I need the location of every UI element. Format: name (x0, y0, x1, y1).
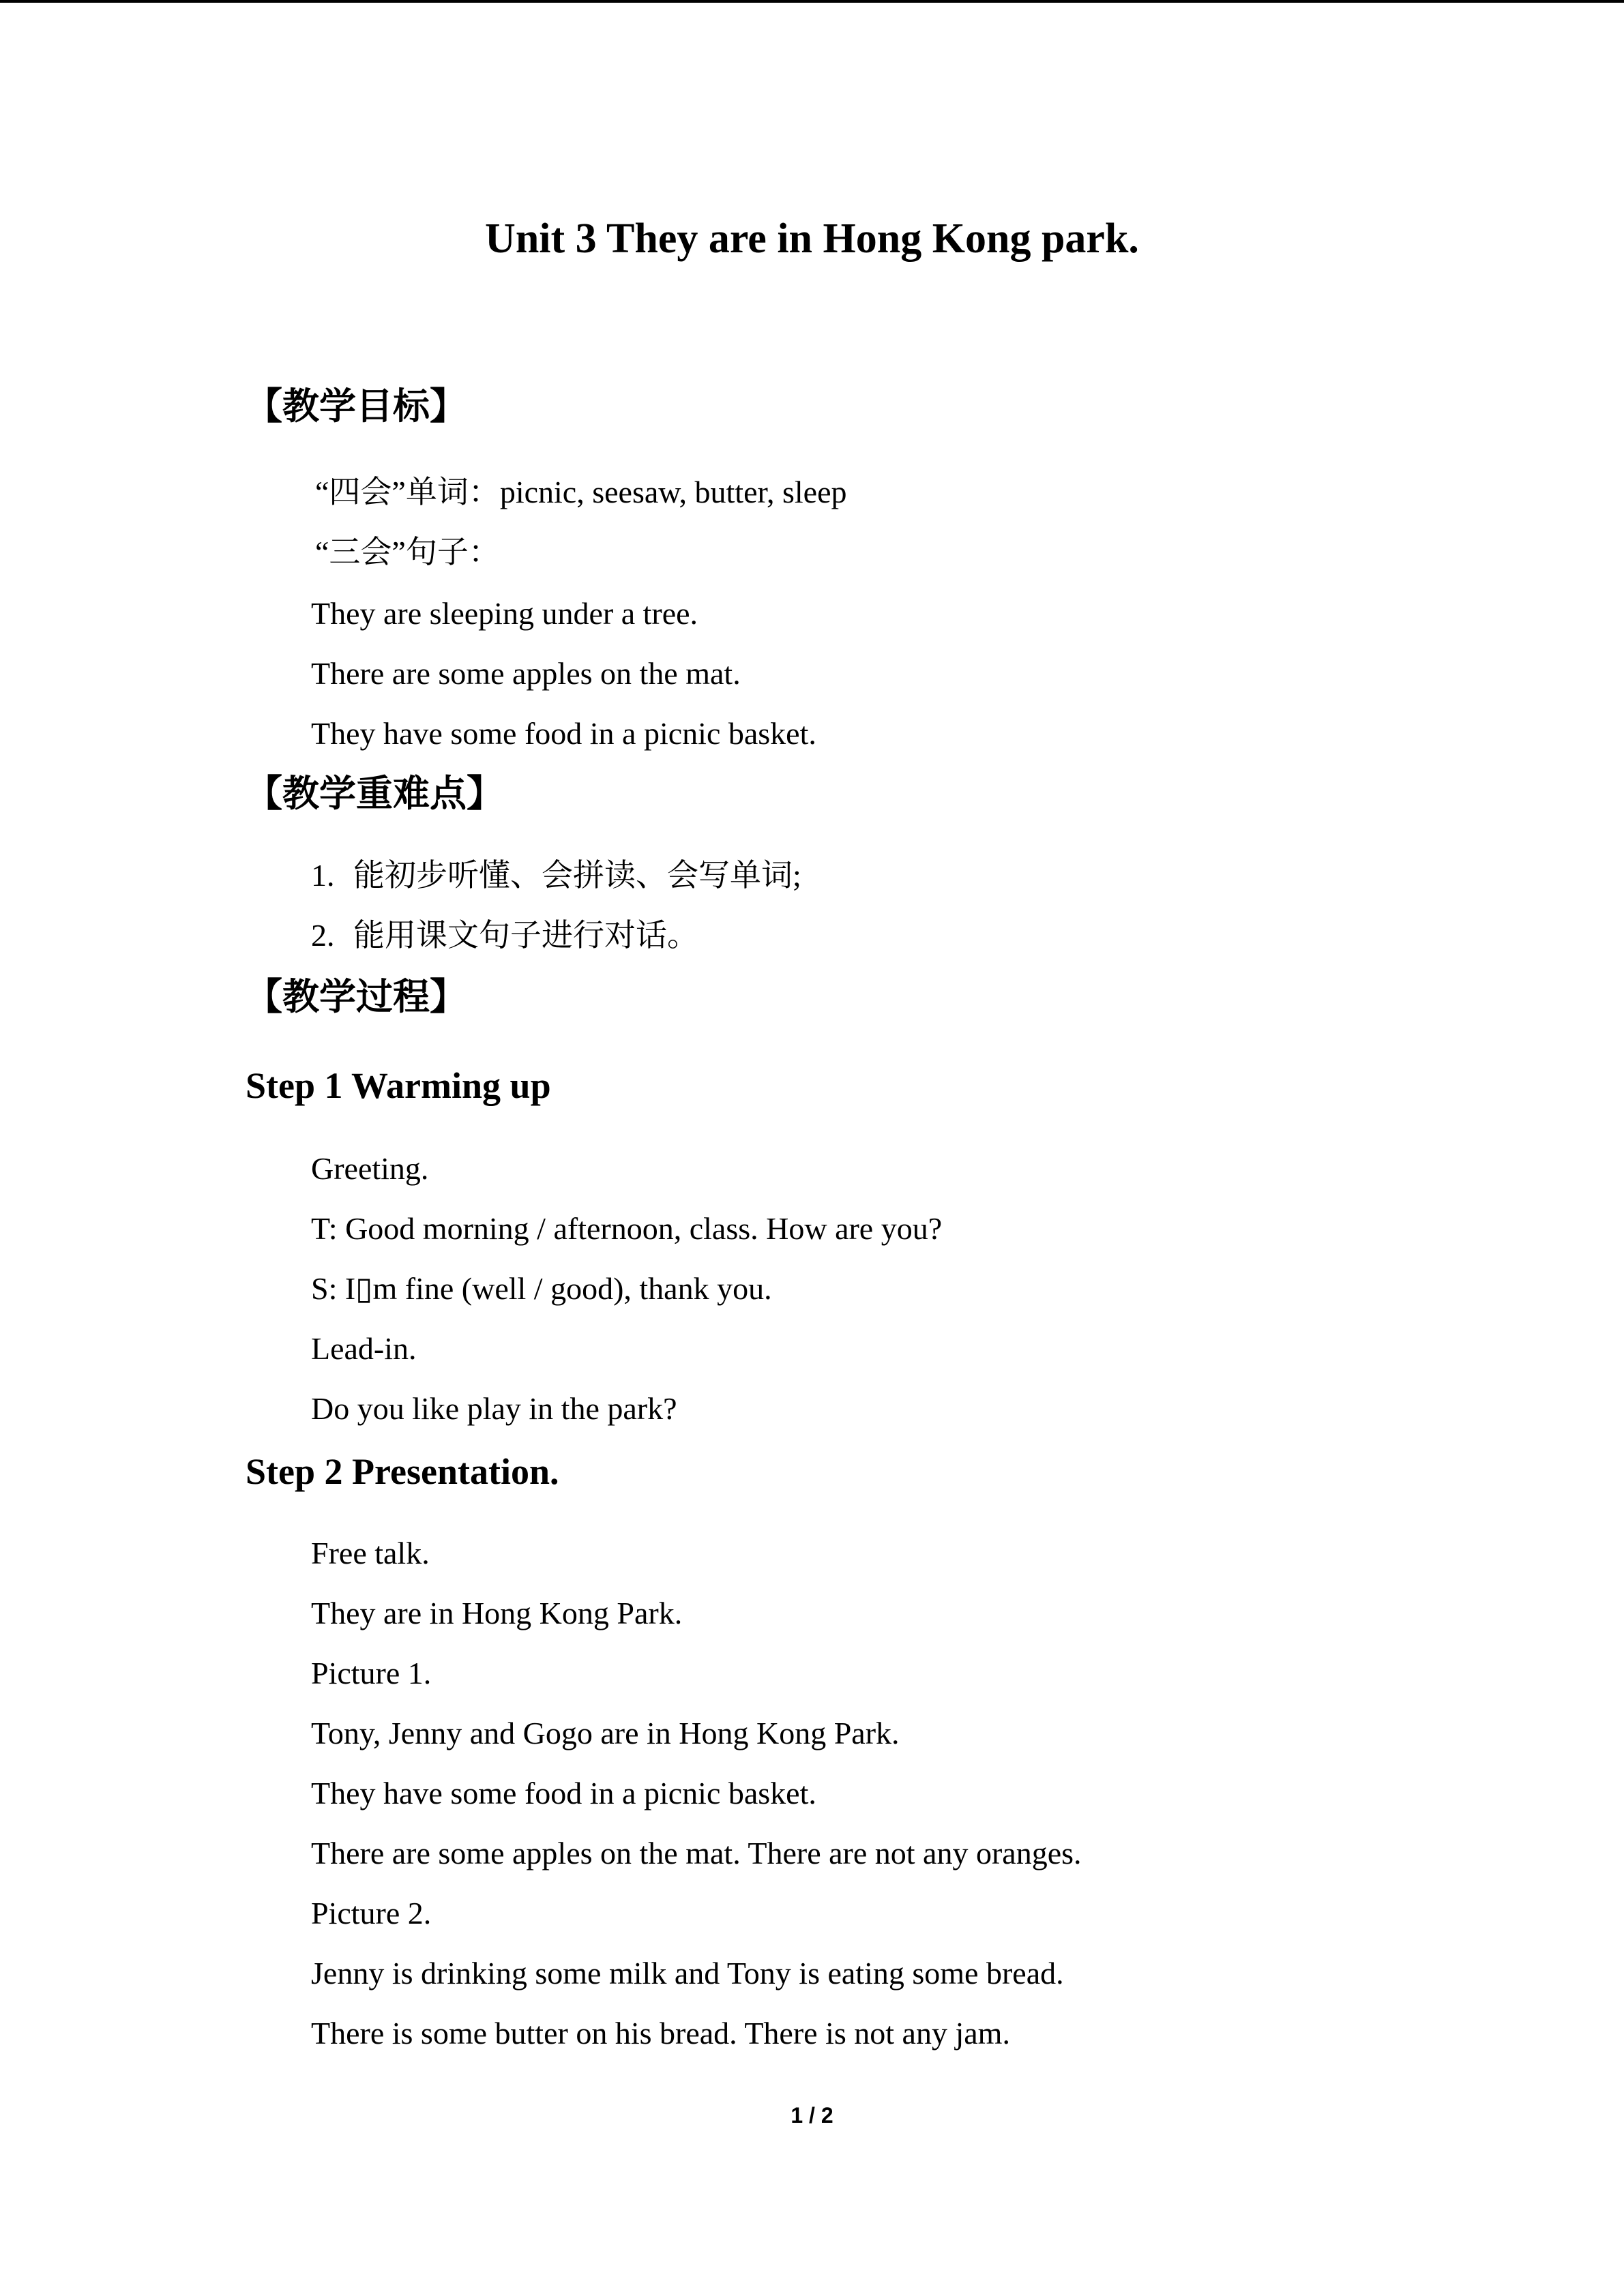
key-point-item (311, 915, 698, 956)
step1-line: Do you like play in the park? (311, 1391, 677, 1426)
key-point-text: 能用课文句子进行对话。 (353, 918, 698, 953)
page-number: 1 / 2 (791, 2103, 833, 2128)
heading-step-1: Step 1 Warming up (246, 1065, 551, 1106)
key-point-number: 2. (311, 918, 335, 953)
heading-step-2: Step 2 Presentation. (246, 1451, 559, 1492)
step1-line: S: I▯m fine (well / good), thank you. (311, 1271, 772, 1306)
step2-line: Jenny is drinking some milk and Tony is eating some bread. (311, 1956, 1064, 1991)
page-title: Unit 3 They are in Hong Kong park. (485, 215, 1139, 262)
key-point-number: 1. (311, 858, 335, 893)
step2-line: There are some apples on the mat. There are not any oranges. (311, 1836, 1082, 1870)
step2-line: Picture 1. (311, 1656, 432, 1690)
objective-line: They have some food in a picnic basket. (311, 716, 816, 751)
key-point-text: 能初步听懂、会拼读、会写单词; (353, 858, 801, 893)
objective-line: There are some apples on the mat. (311, 656, 741, 691)
step2-line: Tony, Jenny and Gogo are in Hong Kong Park. (311, 1716, 900, 1750)
step2-line: There is some butter on his bread. There is not any jam. (311, 2016, 1010, 2051)
step2-line: They are in Hong Kong Park. (311, 1596, 683, 1630)
step2-line: Free talk. (311, 1536, 430, 1570)
objective-line: They are sleeping under a tree. (311, 596, 698, 631)
step2-line: They have some food in a picnic basket. (311, 1776, 816, 1810)
heading-key-points: 【教学重难点】 (246, 772, 503, 815)
key-point-item (311, 855, 801, 896)
step1-line: Greeting. (311, 1151, 429, 1186)
step2-line: Picture 2. (311, 1896, 432, 1930)
objective-line: “四会”单词：picnic, seesaw, butter, sleep (315, 475, 847, 509)
heading-teaching-objectives: 【教学目标】 (246, 385, 467, 428)
step1-line: Lead-in. (311, 1331, 417, 1366)
objective-line: “三会”句子： (315, 535, 500, 569)
step1-line: T: Good morning / afternoon, class. How are you? (311, 1211, 943, 1246)
page-top-border (0, 0, 1624, 3)
heading-teaching-process: 【教学过程】 (246, 975, 467, 1018)
